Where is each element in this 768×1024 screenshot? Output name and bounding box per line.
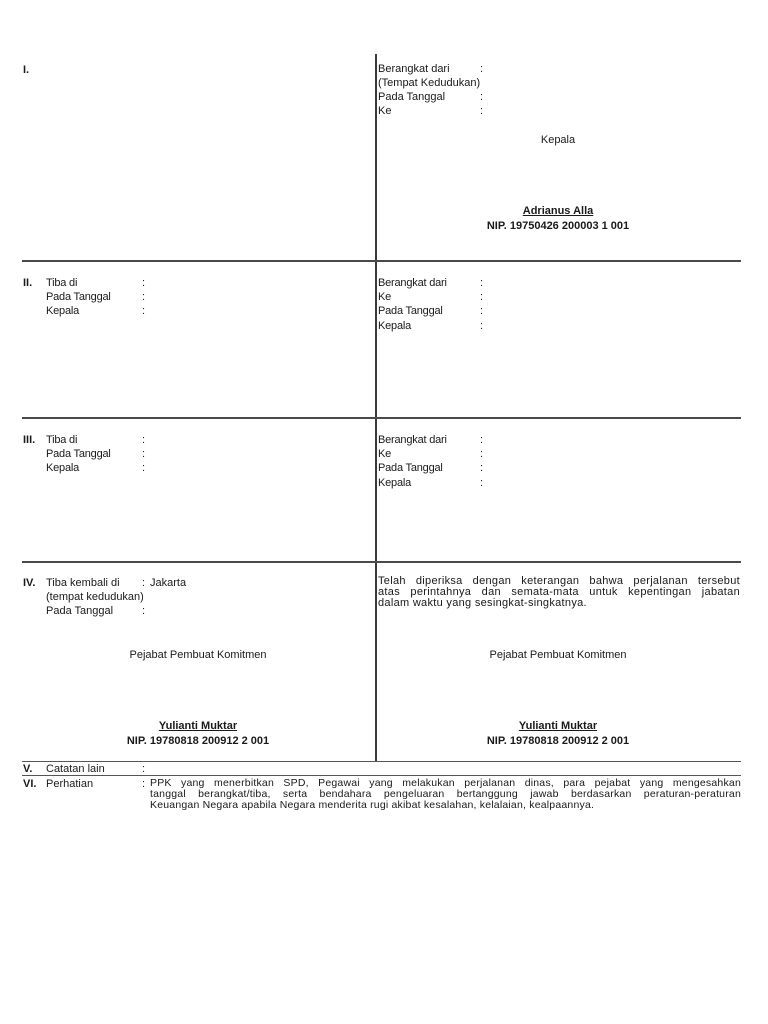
field-label: Tiba di [46,277,78,289]
field-label: Pada Tanggal [46,605,114,617]
perhatian-label: Perhatian [46,778,94,790]
section-II-numeral: II. [23,277,33,289]
signer-name: Adrianus Alla [522,205,594,217]
statement-line: dalam waktu yang sesingkat-singkatnya. [378,597,587,609]
field-label: Pada Tanggal [378,462,443,474]
signer-title: Pejabat Pembuat Komitmen [489,649,627,661]
field-ke [378,290,578,304]
signer-nip: NIP. 19780818 200912 2 001 [486,735,630,747]
field-colon: : [142,434,145,446]
perhatian-line: Keuangan Negara apabila Negara menderita rugi akibat kesalahan, kelalaian, kealpaannya. [150,799,595,811]
field-ke [378,104,578,118]
field-label: Tiba di [46,434,78,446]
field-label: Pada Tanggal [378,305,443,317]
perhatian-line: tanggal berangkat/tiba, serta bendahara pengeluaran bertanggung jawab berdasarkan peraturan-peraturan [150,788,741,800]
field-kepala [46,461,246,475]
field-colon: : [142,291,145,303]
field-colon: : [142,605,146,617]
field-berangkat-dari [378,62,578,76]
field-label: Ke [378,291,392,303]
field-berangkat-dari [378,276,578,290]
field-tempat-kedudukan [46,590,346,604]
field-colon: : [480,462,483,474]
field-colon: : [142,462,145,474]
field-colon: : [142,277,145,289]
field-colon: : [142,448,145,460]
field-label: Pada Tanggal [378,91,446,103]
field-tiba-di [46,433,246,447]
signer-name: Yulianti Muktar [158,720,238,732]
field-kepala [46,304,246,318]
field-colon: : [480,320,483,332]
field-pada-tanggal [378,461,578,475]
signer-nip: NIP. 19750426 200003 1 001 [486,220,630,232]
divider-section-V-VI [22,775,741,776]
section-III-numeral: III. [23,434,36,446]
field-label: Berangkat dari [378,63,450,75]
field-colon: : [480,305,483,317]
verification-statement [378,576,740,609]
field-pada-tanggal [378,90,578,104]
field-label: Tiba kembali di [46,577,120,589]
field-berangkat-dari [378,433,578,447]
perhatian-line: PPK yang menerbitkan SPD, Pegawai yang melakukan perjalanan dinas, para pejabat yang mengesahkan [150,777,741,789]
field-colon: : [480,291,483,303]
field-pada-tanggal [46,604,346,618]
field-colon: : [142,577,146,589]
field-label: Berangkat dari [378,434,447,446]
field-label: Kepala [46,305,80,317]
field-label: Kepala [46,462,80,474]
field-label: Berangkat dari [378,277,447,289]
field-label: Kepala [378,320,412,332]
field-label: Ke [378,105,392,117]
field-label: Ke [378,448,392,460]
section-IV-numeral: IV. [23,577,36,589]
field-label: Kepala [378,477,412,489]
field-pada-tanggal [378,304,578,318]
statement-line: Telah diperiksa dengan keterangan bahwa perjalanan tersebut [378,575,740,587]
catatan-lain-label: Catatan lain [46,763,105,775]
field-label: Pada Tanggal [46,448,111,460]
field-label: Pada Tanggal [46,291,111,303]
field-ke [378,447,578,461]
divider-section-II-III [22,417,741,419]
signer-name: Yulianti Muktar [518,720,598,732]
field-colon: : [480,277,483,289]
field-pada-tanggal [46,447,246,461]
divider-section-I-II [22,260,741,262]
perhatian-text [150,778,741,811]
field-label: (Tempat Kedudukan) [378,77,481,89]
field-colon: : [480,448,483,460]
field-pada-tanggal [46,290,246,304]
field-label: (tempat kedudukan) [46,591,144,603]
section-I-numeral: I. [23,64,30,76]
field-tiba-kembali-di [46,576,346,590]
catatan-lain-colon: : [142,763,146,775]
field-colon: : [480,434,483,446]
perhatian-colon: : [142,778,146,790]
statement-line: atas perintahnya dan semata-mata untuk kepentingan jabatan [378,586,740,598]
divider-section-III-IV [22,561,741,563]
section-VI-numeral: VI. [23,778,37,790]
field-value[interactable]: Jakarta [150,577,187,589]
field-colon: : [480,91,484,103]
signer-title: Pejabat Pembuat Komitmen [129,649,267,661]
field-colon: : [142,305,145,317]
field-kepala [378,319,578,333]
catatan-lain-value[interactable] [150,762,740,775]
signer-title: Kepala [540,134,576,146]
field-colon: : [480,63,484,75]
field-tiba-di [46,276,246,290]
field-colon: : [480,477,483,489]
signer-nip: NIP. 19780818 200912 2 001 [126,735,270,747]
section-V-numeral: V. [23,763,33,775]
field-tempat-kedudukan [378,76,578,90]
field-kepala [378,476,578,490]
field-colon: : [480,105,484,117]
